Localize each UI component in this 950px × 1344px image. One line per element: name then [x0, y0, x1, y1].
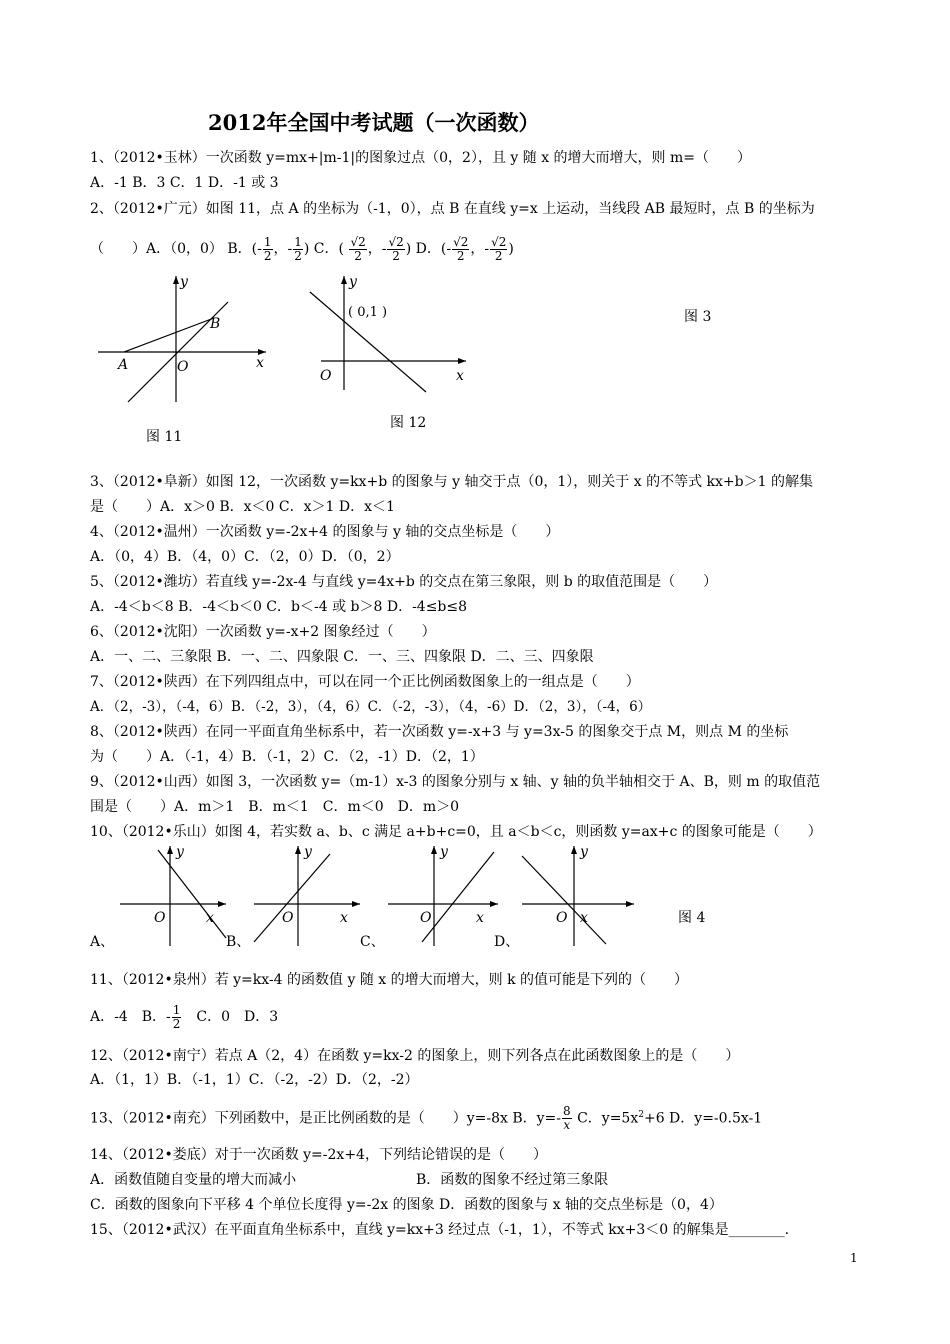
- fig4d-label-y: y: [580, 844, 588, 860]
- question-13: 13、（2012•南充）下列函数中，是正比例函数的是（ ）y=-8x B．y=- $\frac{8}{x}$ C．$y=5x^2+6$ D．y=-0.5x-1: [90, 1104, 763, 1133]
- fraction-half: $\frac{1}{2}$: [263, 234, 272, 263]
- fraction-root2-half: $\frac{√2}{2}$: [453, 234, 469, 263]
- q10-choice-b: B、: [226, 934, 251, 950]
- figure-4-graph-d: [520, 842, 640, 947]
- figure-4-graph-a: [118, 842, 233, 947]
- question-6-stem: 6、（2012•沈阳）一次函数 y=-x+2 图象经过（ ）: [90, 624, 436, 640]
- question-5-options: A．-4＜b＜8 B．-4＜b＜0 C．b＜-4 或 b＞8 D．-4≤b≤8: [90, 599, 468, 615]
- fig4a-label-x: x: [206, 910, 214, 926]
- question-15-stem: 15、（2012•武汉）在平面直角坐标系中，直线 y=kx+3 经过点（-1，1），不等式 kx+3＜0 的解集是________.: [90, 1222, 790, 1238]
- fig12-label-o: O: [320, 368, 332, 384]
- question-2-options: （ ）A．（0，0） B．(- $\frac{1}{2}$ ，- $\frac{1}{2}$ ) C．( $\frac{√2}{2}$ ，- $\frac{√2}{2}$ ) D．(- $\frac{√2}{2}$ ，- $\frac{√2}{2}$ ): [90, 234, 514, 263]
- question-14-stem: 14、（2012•娄底）对于一次函数 y=-2x+4，下列结论错误的是（ ）: [90, 1147, 547, 1163]
- question-7-options: A．（2，-3），（-4，6）B．（-2，3），（4，6）C．（-2，-3），（4，-6）D．（2，3），（-4，6）: [90, 699, 652, 715]
- question-14-options-cd: C．函数的图象向下平移 4 个单位长度得 y=-2x 的图象 D．函数的图象与 x 轴的交点坐标是（0，4）: [90, 1197, 723, 1213]
- figure-11-graph: [96, 272, 271, 407]
- question-14-option-b: B．函数的图象不经过第三象限: [416, 1172, 609, 1188]
- question-12-options: A．（1，1）B．（-1，1）C．（-2，-2）D．（2，-2）: [90, 1072, 419, 1088]
- fig4d-label-o: O: [556, 910, 568, 926]
- question-12-stem: 12、（2012•南宁）若点 A（2，4）在函数 y=kx-2 的图象上，则下列各点在此函数图象上的是（ ）: [90, 1048, 740, 1064]
- figure-12-graph: [306, 274, 471, 394]
- fraction-half: $\frac{1}{2}$: [294, 234, 302, 263]
- question-2-stem: 2、（2012•广元）如图 11，点 A 的坐标为（-1，0），点 B 在直线 y=x 上运动，当线段 AB 最短时，点 B 的坐标为: [90, 201, 815, 217]
- figure-3-caption: 图 3: [684, 309, 712, 325]
- fig4c-label-x: x: [476, 910, 484, 926]
- fraction-root2-half: $\frac{√2}{2}$: [388, 234, 404, 263]
- fig4b-label-x: x: [340, 910, 348, 926]
- fraction-half: $\frac{1}{2}$: [172, 1002, 181, 1031]
- question-9-stem: 9、（2012•山西）如图 3，一次函数 y=（m-1）x-3 的图象分别与 x 轴、y 轴的负半轴相交于 A、B，则 m 的取值范: [90, 774, 821, 790]
- question-4-options: A．（0，4）B．（4，0）C．（2，0）D．（0，2）: [90, 549, 400, 565]
- fig4a-label-o: O: [154, 910, 166, 926]
- q2-option-a: （ ）A．（0，0）: [90, 241, 223, 257]
- fig12-point-label: ( 0,1 ): [348, 305, 388, 320]
- fig11-label-o: O: [177, 359, 189, 375]
- fig4b-label-y: y: [304, 844, 312, 860]
- question-14-option-a: A．函数值随自变量的增大而减小: [90, 1172, 297, 1188]
- question-1-options: A．-1 B．3 C．1 D．-1 或 3: [90, 175, 279, 191]
- q10-choice-d: D、: [494, 934, 520, 950]
- question-11-stem: 11、（2012•泉州）若 y=kx-4 的函数值 y 随 x 的增大而增大，则 k 的值可能是下列的（ ）: [90, 972, 688, 988]
- question-1-stem: 1、（2012•玉林）一次函数 y=mx+|m-1|的图象过点（0，2），且 y 随 x 的增大而增大，则 m=（ ）: [90, 150, 752, 166]
- fig11-label-y: y: [180, 274, 188, 290]
- question-6-options: A．一、二、三象限 B．一、二、四象限 C．一、三、四象限 D．二、三、四象限: [90, 649, 594, 665]
- question-8-options: 为（ ）A．（-1，4）B．（-1，2）C．（2，-1）D．（2，1）: [90, 749, 484, 765]
- fig11-label-b: B: [210, 316, 221, 332]
- page-number: 1: [850, 1251, 858, 1265]
- fig4d-label-x: x: [580, 910, 588, 926]
- fraction-8-over-x: $\frac{8}{x}$: [562, 1104, 571, 1133]
- q10-choice-c: C、: [360, 934, 385, 950]
- figure-4-graph-c: [386, 842, 506, 947]
- figure-4-graph-b: [252, 842, 367, 947]
- fig11-label-x: x: [256, 355, 264, 371]
- question-3-stem: 3、（2012•阜新）如图 12，一次函数 y=kx+b 的图象与 y 轴交于点（0，1），则关于 x 的不等式 kx+b＞1 的解集: [90, 474, 813, 490]
- fig4c-label-y: y: [440, 844, 448, 860]
- q2-option-b-prefix: B．(-: [227, 241, 262, 257]
- question-10-stem: 10、（2012•乐山）如图 4，若实数 a、b、c 满足 a+b+c=0，且 a＜b＜c，则函数 y=ax+c 的图象可能是（ ）: [90, 824, 822, 840]
- question-5-stem: 5、（2012•潍坊）若直线 y=-2x-4 与直线 y=4x+b 的交点在第三象限，则 b 的取值范围是（ ）: [90, 574, 718, 590]
- fig11-label-a: A: [118, 357, 129, 373]
- fig4a-label-y: y: [176, 844, 184, 860]
- figure-4-caption: 图 4: [678, 910, 706, 926]
- question-9-options: 围是（ ）A．m＞1 B．m＜1 C．m＜0 D．m＞0: [90, 799, 460, 815]
- page-title: 2012年全国中考试题（一次函数）: [208, 110, 540, 135]
- q10-choice-a: A、: [90, 934, 115, 950]
- question-11-options: A．-4 B．- $\frac{1}{2}$ C．0 D．3: [90, 1002, 279, 1031]
- figure-12-caption: 图 12: [390, 415, 427, 431]
- fig4b-label-o: O: [282, 910, 294, 926]
- figure-11-caption: 图 11: [146, 429, 183, 445]
- fraction-root2-half: $\frac{√2}{2}$: [491, 234, 507, 263]
- question-8-stem: 8、（2012•陕西）在同一平面直角坐标系中，若一次函数 y=-x+3 与 y=3x-5 的图象交于点 M，则点 M 的坐标: [90, 724, 789, 740]
- question-7-stem: 7、（2012•陕西）在下列四组点中，可以在同一个正比例函数图象上的一组点是（ ）: [90, 674, 640, 690]
- question-4-stem: 4、（2012•温州）一次函数 y=-2x+4 的图象与 y 轴的交点坐标是（ ）: [90, 524, 560, 540]
- fig12-label-x: x: [456, 368, 464, 384]
- fig12-label-y: y: [349, 274, 357, 290]
- fraction-root2-half: $\frac{√2}{2}$: [350, 234, 366, 263]
- question-3-options: 是（ ）A．x＞0 B．x＜0 C．x＞1 D．x＜1: [90, 499, 395, 515]
- fig4c-label-o: O: [420, 910, 432, 926]
